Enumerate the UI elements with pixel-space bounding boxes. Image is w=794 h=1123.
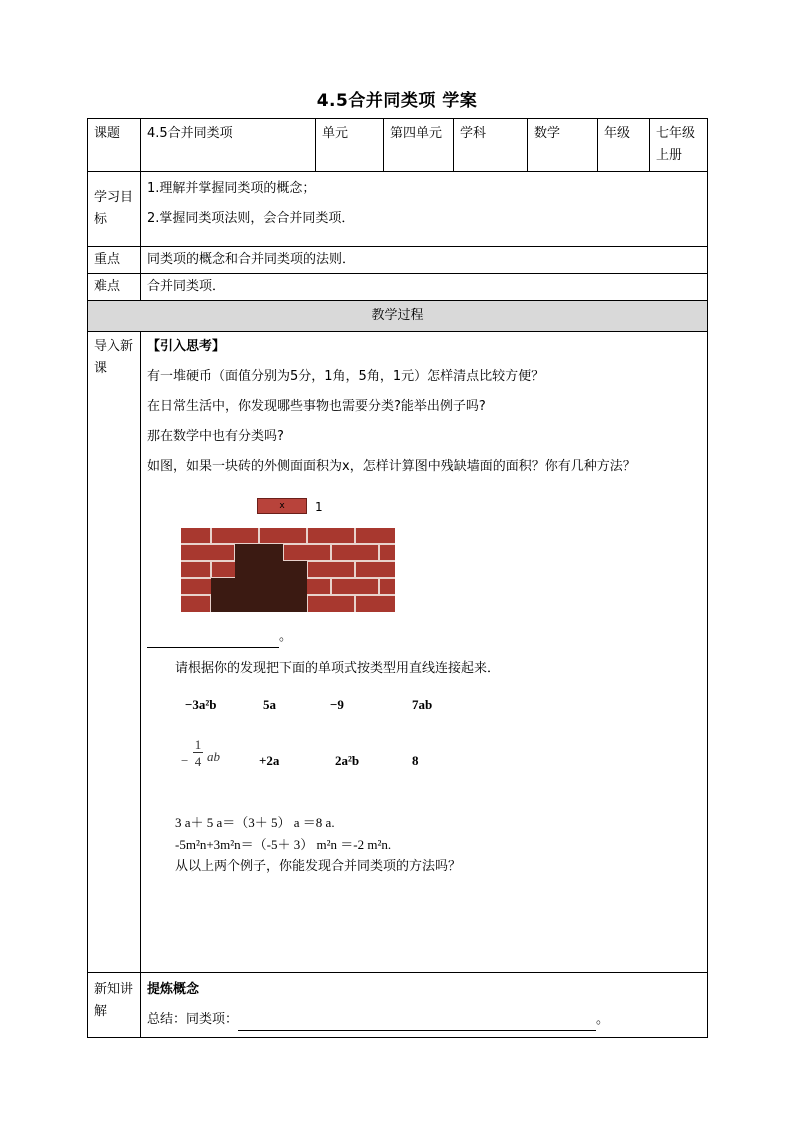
- intro-line: 那在数学中也有分类吗?: [147, 429, 284, 444]
- process-title-row: [88, 301, 708, 332]
- intro-line: 有一堆硬币（面值分别为5分，1角，5角，1元）怎样清点比较方便？: [147, 369, 545, 384]
- goals-label: 学习目标: [88, 172, 141, 247]
- monomial: +2a: [259, 753, 280, 768]
- formula-2: -5m²n+3m²n＝（-5＋ 3） m²n ＝-2 m²n.: [175, 837, 392, 852]
- course-value: 4.5合并同类项: [141, 119, 316, 172]
- monomial: −9: [330, 697, 344, 712]
- page-title: 4.5合并同类项 学案: [316, 91, 478, 111]
- brick-figure: [147, 486, 701, 626]
- focus-text: 同类项的概念和合并同类项的法则．: [141, 247, 708, 274]
- intro-line: 如图，如果一块砖的外侧面面积为x，怎样计算图中残缺墙面的面积？你有几种方法？: [147, 459, 636, 474]
- formula-1: 3 a＋ 5 a＝（3＋ 5） a ＝8 a.: [175, 815, 335, 830]
- monomial: 8: [412, 753, 419, 768]
- difficulty-label: 难点: [88, 274, 141, 301]
- subject-value: 数学: [528, 119, 598, 172]
- monomial-set: −3a²b 5a −9 7ab − 1 4 ab +2a 2a²b 8: [147, 680, 701, 806]
- goal-item: 2.掌握同类项法则，会合并同类项．: [147, 211, 355, 226]
- concept-heading: 提炼概念: [147, 982, 200, 997]
- header-row: [88, 119, 708, 172]
- intro-content: [141, 332, 708, 973]
- summary-blank[interactable]: [238, 1014, 596, 1031]
- unit-label: 单元: [316, 119, 384, 172]
- difficulty-row: [88, 274, 708, 301]
- intro-row: [88, 332, 708, 973]
- monomial: 5a: [263, 697, 276, 712]
- grade-value: 七年级上册: [650, 119, 708, 172]
- new-knowledge-row: [88, 973, 708, 1038]
- grade-label: 年级: [598, 119, 650, 172]
- monomial: −3a²b: [185, 697, 217, 712]
- goals-row: [88, 172, 708, 247]
- monomial: 2a²b: [335, 753, 360, 768]
- goal-item: 1.理解并掌握同类项的概念；: [147, 181, 316, 196]
- process-title: 教学过程: [88, 301, 708, 332]
- course-label: 课题: [88, 119, 141, 172]
- subject-label: 学科: [454, 119, 528, 172]
- intro-line: 在日常生活中，你发现哪些事物也需要分类?能举出例子吗?: [147, 399, 486, 414]
- monomial: 7ab: [412, 697, 433, 712]
- new-knowledge-label: 新知讲解: [88, 973, 141, 1038]
- difficulty-text: 合并同类项．: [141, 274, 708, 301]
- focus-label: 重点: [88, 247, 141, 274]
- goals-content: [141, 172, 708, 247]
- intro-heading: 【引入思考】: [147, 339, 226, 354]
- answer-blank[interactable]: [147, 631, 279, 648]
- intro-label: 导入新课: [88, 332, 141, 973]
- brick-wall: [181, 528, 395, 612]
- single-brick: x: [257, 498, 307, 514]
- brick-side-label: 1: [315, 500, 323, 514]
- instruction: 请根据你的发现把下面的单项式按类型用直线连接起来．: [175, 661, 501, 676]
- unit-value: 第四单元: [384, 119, 454, 172]
- question: 从以上两个例子，你能发现合并同类项的方法吗？: [175, 859, 462, 874]
- new-knowledge-content: [141, 973, 708, 1038]
- lesson-table: [87, 118, 708, 1038]
- focus-row: [88, 247, 708, 274]
- answer-line: 。: [147, 626, 701, 648]
- summary-line: 总结：同类项： 。: [147, 1009, 701, 1031]
